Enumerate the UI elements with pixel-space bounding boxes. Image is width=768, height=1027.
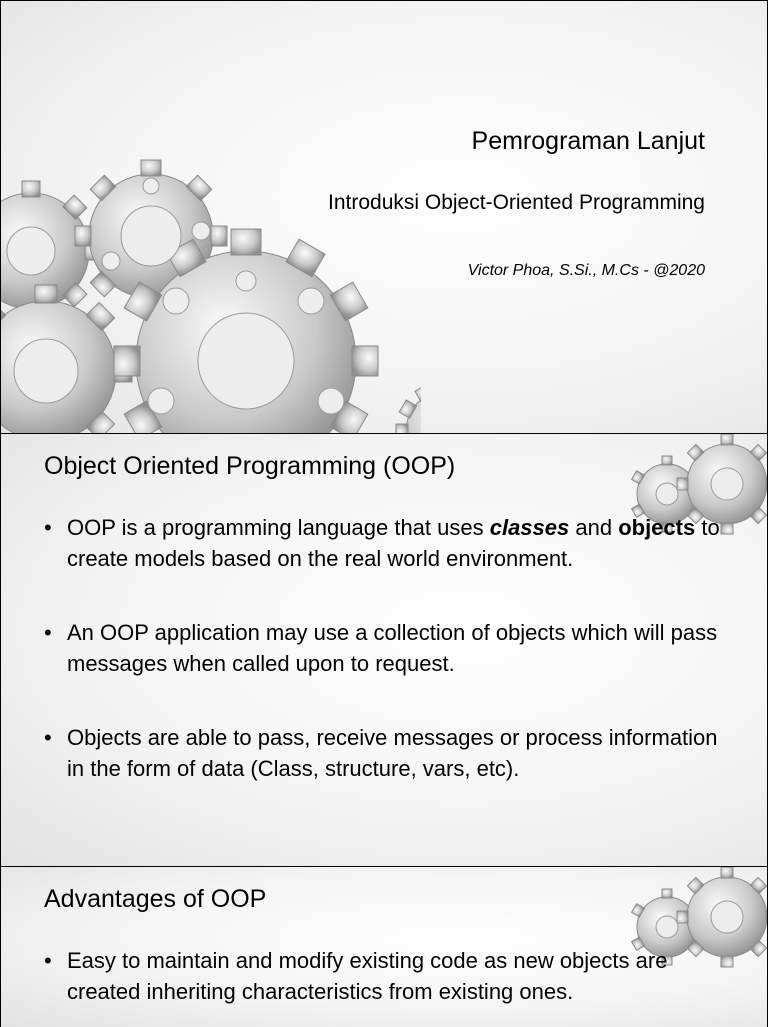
bullet-list [44,512,734,827]
oop-definition-slide [0,433,768,867]
gears-illustration [1,1,421,433]
bullet-item: • OOP is a programming language that uses classes and objects to create models based on the real world environment. [44,512,734,574]
keyword-objects: objects [618,515,696,540]
bullet-list [44,945,734,1027]
presentation-author: Victor Phoa, S.Si., M.Cs - @2020 [467,262,705,279]
keyword-classes: classes [489,515,570,540]
presentation-subtitle: Introduksi Object-Oriented Programming [328,191,705,214]
title-slide [0,0,768,434]
slide-heading: Advantages of OOP [44,885,267,913]
bullet-item: • Easy to maintain and modify existing code as new objects are created inheriting characteristics from existing ones. [44,945,734,1007]
bullet-item: • An OOP application may use a collection of objects which will pass messages when called upon to request. [44,617,734,679]
presentation-title: Pemrograman Lanjut [471,127,705,155]
bullet-item: • Objects are able to pass, receive messages or process information in the form of data (Class, structure, vars, etc). [44,722,734,784]
slide-heading: Object Oriented Programming (OOP) [44,452,456,480]
advantages-slide [0,866,768,1027]
